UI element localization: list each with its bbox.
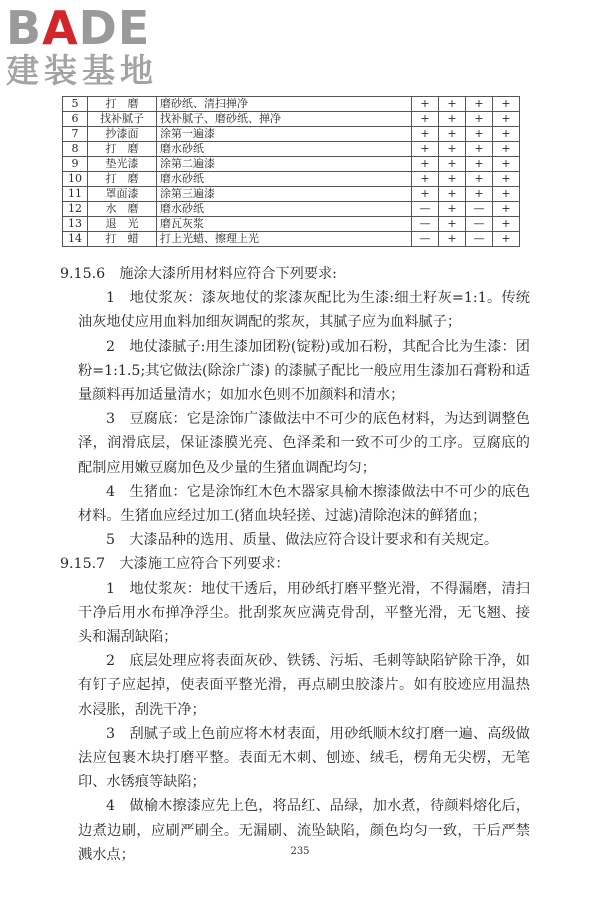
table-row <box>63 217 520 232</box>
grade-mark: — <box>466 217 493 232</box>
step-number: 5 <box>63 97 88 112</box>
paragraph: 3 豆腐底：它是涂饰广漆做法中不可少的底色材料，为达到调整色泽，润滑底层，保证漆膜光亮、色泽柔和一致不可少的工序。豆腐底的配制应用嫩豆腐加色及少量的生猪血调配均匀； <box>78 411 530 476</box>
step-description: 磨瓦灰浆 <box>157 217 412 232</box>
step-number: 13 <box>63 217 88 232</box>
grade-mark: + <box>412 157 439 172</box>
grade-mark: — <box>412 232 439 247</box>
grade-mark: + <box>466 127 493 142</box>
step-number: 7 <box>63 127 88 142</box>
grade-mark: + <box>412 97 439 112</box>
table-row <box>63 232 520 247</box>
step-name: 打 磨 <box>88 172 157 187</box>
step-description: 涂第三遍漆 <box>157 187 412 202</box>
grade-mark: + <box>493 187 520 202</box>
section-heading: 9.15.6 施涂大漆所用材料应符合下列要求: <box>60 266 337 282</box>
grade-mark: + <box>439 142 466 157</box>
step-name: 退 光 <box>88 217 157 232</box>
grade-mark: + <box>412 187 439 202</box>
grade-mark: + <box>466 187 493 202</box>
grade-mark: + <box>412 142 439 157</box>
paragraph: 1 地仗浆灰：地仗干透后，用砂纸打磨平整光滑，不得漏磨，清扫干净后用水布掸净浮尘。批刮浆灰应满克骨刮，平整光滑，无飞翘、接头和漏刮缺陷； <box>78 580 530 646</box>
step-name: 抄漆面 <box>88 127 157 142</box>
grade-mark: + <box>439 157 466 172</box>
process-table <box>62 96 520 247</box>
grade-mark: + <box>493 217 520 232</box>
step-number: 6 <box>63 112 88 127</box>
step-name: 水 磨 <box>88 202 157 217</box>
step-number: 12 <box>63 202 88 217</box>
logo <box>6 1 176 90</box>
table-row <box>63 187 520 202</box>
grade-mark: + <box>412 127 439 142</box>
table-row <box>63 112 520 127</box>
grade-mark: — <box>466 232 493 247</box>
paragraph: 2 地仗漆腻子:用生漆加团粉(锭粉)或加石粉，其配合比为生漆：团粉=1:1.5;其它做法(除涂广漆) 的漆腻子配比一般应用生漆加石膏粉和适量颜料再加适量清水；如加水色则不加颜料和清水； <box>78 338 530 404</box>
paragraph: 4 生猪血：它是涂饰红木色木器家具榆木擦漆做法中不可少的底色材料。生猪血应经过加工(猪血块轻搓、过滤)清除泡沫的鲜猪血； <box>78 483 530 525</box>
grade-mark: + <box>493 202 520 217</box>
step-name: 打 磨 <box>88 142 157 157</box>
grade-mark: — <box>466 202 493 217</box>
step-name: 打 磨 <box>88 97 157 112</box>
step-number: 11 <box>63 187 88 202</box>
grade-mark: + <box>439 97 466 112</box>
step-description: 磨水砂纸 <box>157 202 412 217</box>
grade-mark: + <box>466 157 493 172</box>
table-row <box>63 127 520 142</box>
logo-subtitle: 建装基地 <box>6 51 158 90</box>
step-name: 罩面漆 <box>88 187 157 202</box>
step-description: 打上光蜡、擦理上光 <box>157 232 412 247</box>
step-description: 磨水砂纸 <box>157 142 412 157</box>
grade-mark: — <box>412 217 439 232</box>
grade-mark: + <box>466 97 493 112</box>
paragraph: 4 做榆木擦漆应先上色，将品红、品绿，加水煮，待颜料熔化后，边煮边刷，应刷严刷全。无漏刷、流坠缺陷，颜色均匀一致，干后严禁溅水点； <box>78 798 530 863</box>
step-number: 10 <box>63 172 88 187</box>
page-number: 235 <box>290 846 310 857</box>
paragraph: 2 底层处理应将表面灰砂、铁锈、污垢、毛刺等缺陷铲除干净，如有钉子应起掉，使表面平整光滑，再点刷虫胶漆片。如有胶迹应用温热水浸胀，刮洗干净； <box>78 653 530 718</box>
section-heading: 9.15.7 大漆施工应符合下列要求： <box>60 556 290 573</box>
grade-mark: + <box>412 172 439 187</box>
grade-mark: — <box>412 202 439 217</box>
step-name: 打 蜡 <box>88 232 157 247</box>
logo-wordmark: BADE <box>6 1 151 55</box>
grade-mark: + <box>412 112 439 127</box>
paragraph: 3 刮腻子或上色前应将木材表面，用砂纸顺木纹打磨一遍、高级做法应包裹木块打磨平整。表面无木刺、刨迹、绒毛，楞角无尖楞，无笔印、水锈痕等缺陷； <box>78 725 530 791</box>
grade-mark: + <box>493 172 520 187</box>
step-description: 磨砂纸、清扫掸净 <box>157 97 412 112</box>
grade-mark: + <box>439 187 466 202</box>
grade-mark: + <box>439 202 466 217</box>
grade-mark: + <box>493 232 520 247</box>
step-description: 磨水砂纸 <box>157 172 412 187</box>
grade-mark: + <box>466 172 493 187</box>
grade-mark: + <box>493 97 520 112</box>
grade-mark: + <box>439 217 466 232</box>
grade-mark: + <box>439 172 466 187</box>
paragraph: 5 大漆品种的选用、质量、做法应符合设计要求和有关规定。 <box>106 532 499 549</box>
step-number: 8 <box>63 142 88 157</box>
step-description: 找补腻子、磨砂纸、掸净 <box>157 112 412 127</box>
step-name: 垫光漆 <box>88 157 157 172</box>
grade-mark: + <box>493 127 520 142</box>
grade-mark: + <box>466 112 493 127</box>
table-row <box>63 172 520 187</box>
grade-mark: + <box>466 142 493 157</box>
grade-mark: + <box>439 112 466 127</box>
table-row <box>63 142 520 157</box>
step-description: 涂第二遍漆 <box>157 157 412 172</box>
grade-mark: + <box>493 157 520 172</box>
grade-mark: + <box>439 232 466 247</box>
step-number: 9 <box>63 157 88 172</box>
grade-mark: + <box>439 127 466 142</box>
paragraph: 1 地仗浆灰：漆灰地仗的浆漆灰配比为生漆:细土籽灰=1:1。传统油灰地仗应用血料加细灰调配的浆灰，其腻子应为血料腻子； <box>78 290 530 331</box>
step-number: 14 <box>63 232 88 247</box>
step-description: 涂第一遍漆 <box>157 127 412 142</box>
grade-mark: + <box>493 112 520 127</box>
step-name: 找补腻子 <box>88 112 157 127</box>
document-body <box>60 262 530 867</box>
grade-mark: + <box>493 142 520 157</box>
table-row <box>63 157 520 172</box>
table-row <box>63 97 520 112</box>
table-row <box>63 202 520 217</box>
